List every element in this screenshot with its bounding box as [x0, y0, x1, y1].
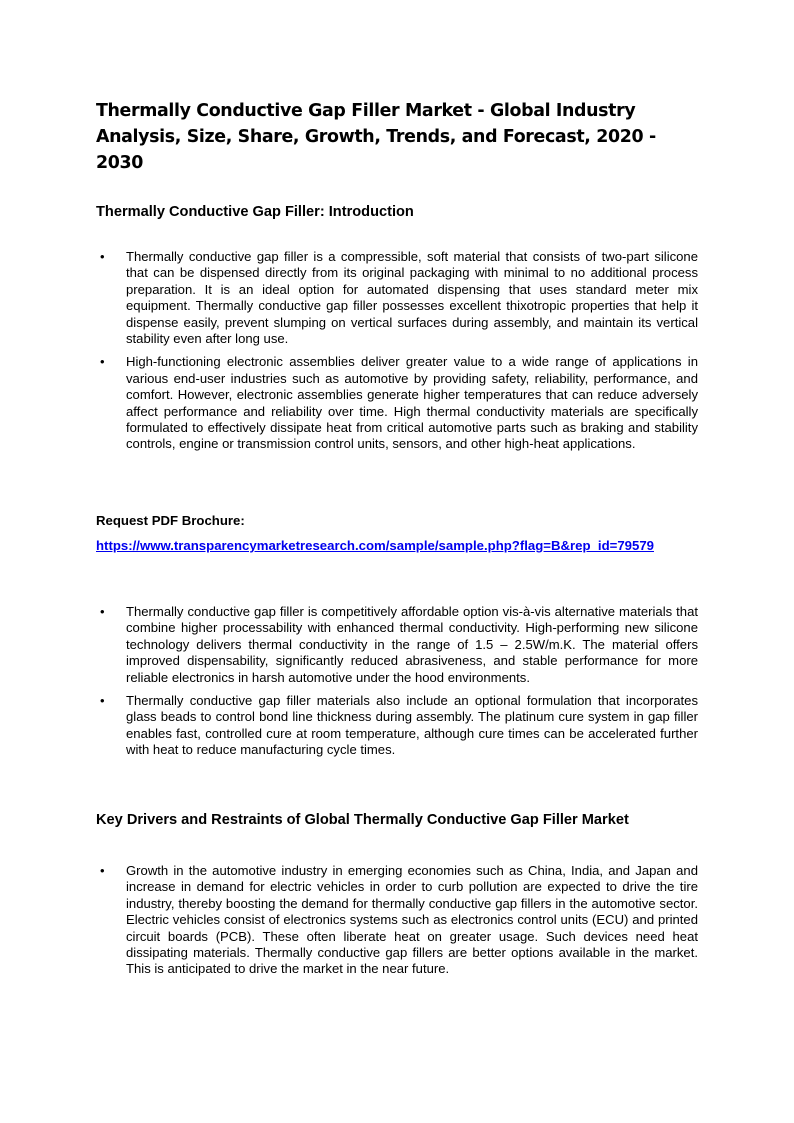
list-item [96, 604, 698, 686]
brochure-label: Request PDF Brochure: [96, 513, 245, 528]
bullet-icon: • [100, 693, 105, 709]
intro-heading: Thermally Conductive Gap Filler: Introduction [96, 204, 414, 220]
drivers-bullet-list [96, 863, 698, 985]
bullet-icon: • [100, 863, 105, 878]
list-item [96, 249, 698, 347]
details-bullet-list [96, 604, 698, 766]
bullet-icon: • [100, 354, 105, 370]
list-item-text: Growth in the automotive industry in emerging economies such as China, India, and Japan and increase in demand for electric vehicles in order to curb pollution are expected to drive the tire industry, thereby boosting the demand for thermally conductive gap fillers in the automotive sector. Electric vehicles consist of electronics systems such as electronics control units (ECU) and printed circuit boards (PCB). These often liberate heat on greater usage. Such devices need heat dissipating materials. Thermally conductive gap fillers are better options available in the market. This is anticipated to drive the market in the near future. [126, 863, 698, 977]
list-item-text: Thermally conductive gap filler is a compressible, soft material that consists of two-part silicone that can be dispensed directly from its original packaging with minimal to no additional process preparation. It is an ideal option for automated dispensing that uses standard meter mix equipment. Thermally conductive gap filler possesses excellent thixotropic properties that help it dispense easily, prevent slumping on vertical surfaces during assembly, and maintain its vertical stability even after long use. [126, 249, 698, 347]
drivers-heading: Key Drivers and Restraints of Global Thermally Conductive Gap Filler Market [96, 812, 629, 828]
page-title: Thermally Conductive Gap Filler Market - Global Industry Analysis, Size, Share, Growth, Trends, and Forecast, 2020 - 2030 [96, 101, 656, 173]
brochure-link[interactable]: https://www.transparencymarketresearch.com/sample/sample.php?flag=B&rep_id=79579 [96, 538, 654, 553]
list-item [96, 693, 698, 759]
list-item [96, 354, 698, 452]
list-item [96, 863, 698, 978]
list-item-text: Thermally conductive gap filler materials also include an optional formulation that incorporates glass beads to control bond line thickness during assembly. The platinum cure system in gap filler enables fast, controlled cure at room temperature, although cure times can be accelerated further with heat to reduce manufacturing cycle times. [126, 693, 698, 758]
bullet-icon: • [100, 604, 105, 619]
bullet-icon: • [100, 249, 105, 264]
list-item-text: Thermally conductive gap filler is competitively affordable option vis-à-vis alternative materials that combine higher processability with enhanced thermal conductivity. High-performing new silicone technology delivers thermal conductivity in the range of 1.5 – 2.5W/m.K. The material offers improved dispensability, significantly reduced abrasiveness, and stable performance for more reliable electronics in harsh automotive under the hood environments. [126, 604, 698, 685]
intro-bullet-list [96, 249, 698, 460]
list-item-text: High-functioning electronic assemblies deliver greater value to a wide range of applications in various end-user industries such as automotive by providing safety, reliability, performance, and comfort. However, electronic assemblies generate higher temperatures that can reduce adversely affect performance and reliability over time. High thermal conductivity materials are specifically formulated to effectively dissipate heat from critical automotive parts such as braking and stability controls, engine or transmission control units, sensors, and other high-heat applications. [126, 354, 698, 452]
